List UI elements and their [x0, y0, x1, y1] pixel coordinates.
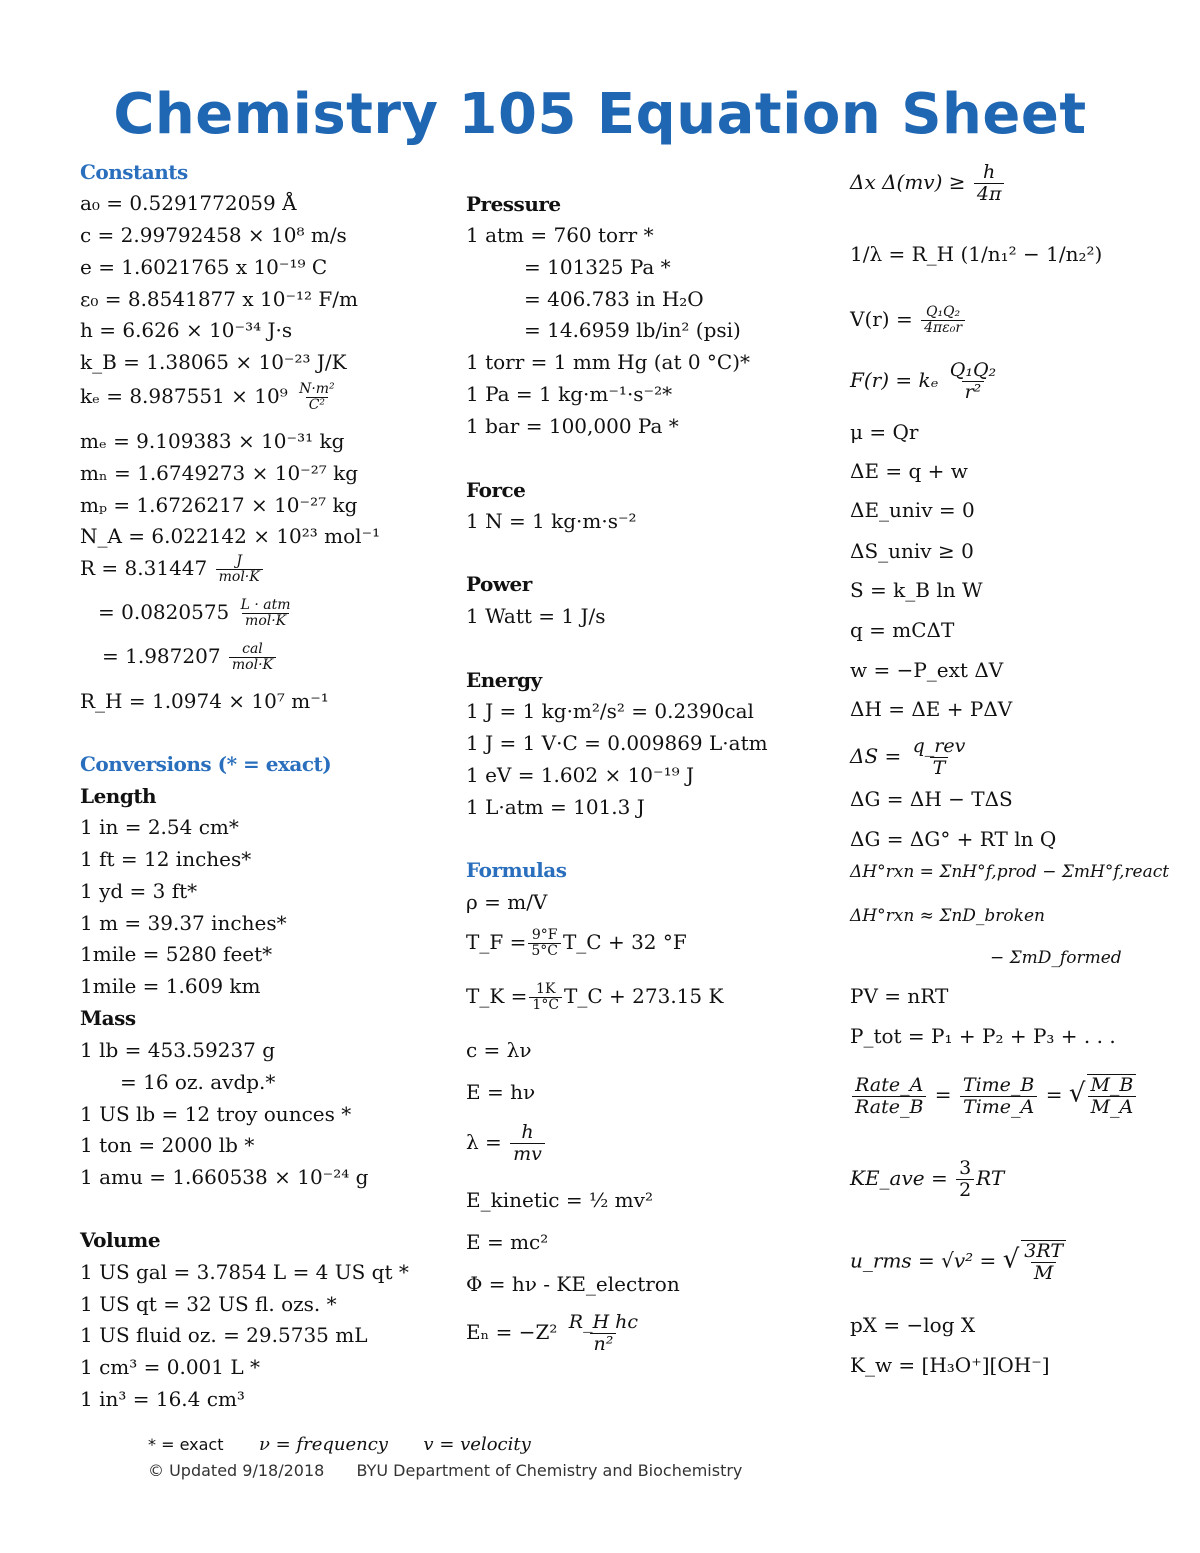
mass-item: 1 amu = 1.660538 × 10⁻²⁴ g — [80, 1165, 369, 1189]
fahrenheit-den: 5°C — [528, 943, 561, 959]
bohr-den: n² — [590, 1333, 616, 1355]
bohr-prefix: Eₙ = −Z² — [466, 1320, 558, 1344]
power-item: 1 Watt = 1 J/s — [466, 604, 606, 628]
potential-fraction — [921, 305, 965, 336]
graham-time-fraction — [960, 1075, 1037, 1118]
bohr-num: R_H hc — [568, 1311, 639, 1333]
formula-kinetic-avg — [850, 1158, 1004, 1201]
rms-num: 3RT — [1024, 1240, 1063, 1262]
const-r1 — [80, 554, 265, 585]
const-r3-prefix: = 1.987207 — [102, 644, 221, 668]
debroglie-num: h — [521, 1121, 534, 1143]
const-na: N_A = 6.022142 × 10²³ mol⁻¹ — [80, 524, 381, 548]
formula-work: w = −P_ext ΔV — [850, 658, 1004, 682]
conversions-heading: Conversions (* = exact) — [80, 752, 332, 776]
formula-suniv: ΔS_univ ≥ 0 — [850, 539, 974, 563]
graham-time-den: Time_A — [960, 1096, 1037, 1118]
const-r3-fraction — [229, 642, 276, 673]
force-heading: Force — [466, 478, 526, 502]
graham-mass-num: M_B — [1090, 1074, 1134, 1096]
uncertainty-prefix: Δx Δ(mv) ≥ — [850, 170, 966, 194]
pressure-item: = 406.783 in H₂O — [524, 287, 704, 311]
volume-item: 1 in³ = 16.4 cm³ — [80, 1387, 245, 1411]
const-r1-num: J — [236, 553, 242, 569]
formula-euniv: ΔE_univ = 0 — [850, 498, 975, 522]
constants-heading: Constants — [80, 160, 188, 184]
formula-graham: $\frac{\text{Rate\_A}}{\text{Rate\_B}}$ = $\frac{\text{Time\_B}}{\text{Time\_A}}$ = √ $\frac{M\_B}{M\_A}$ — [850, 1074, 1138, 1118]
rms-prefix: u_rms = √v² = — [850, 1248, 997, 1273]
debroglie-prefix: λ = — [466, 1130, 502, 1154]
graham-mass-fraction — [1087, 1074, 1136, 1118]
const-ke-den: C² — [306, 397, 328, 413]
mass-item: = 16 oz. avdp.* — [120, 1070, 276, 1094]
formula-photoelectric: Φ = hν - KE_electron — [466, 1272, 680, 1296]
formula-uncertainty — [850, 162, 1006, 205]
length-item: 1mile = 5280 feet* — [80, 942, 273, 966]
const-r1-den: mol·K — [216, 569, 263, 585]
fahrenheit-num: 9°F — [531, 927, 558, 943]
graham-rate-num: Rate_A — [855, 1073, 924, 1096]
potential-num: Q₁Q₂ — [925, 304, 961, 320]
energy-heading: Energy — [466, 668, 542, 692]
const-r1-fraction — [216, 554, 263, 585]
sqrt-icon: √ — [1002, 1244, 1020, 1275]
length-item: 1 ft = 12 inches* — [80, 847, 252, 871]
entropy-prefix: ΔS = — [850, 744, 902, 768]
graham-rate-fraction — [852, 1075, 926, 1118]
formula-heat: q = mCΔT — [850, 618, 955, 642]
rms-fraction — [1021, 1240, 1066, 1284]
const-me: mₑ = 9.109383 × 10⁻³¹ kg — [80, 429, 345, 453]
formula-kinetic: E_kinetic = ½ mv² — [466, 1188, 653, 1212]
uncertainty-fraction — [974, 162, 1005, 205]
sqrt-icon: √ — [1068, 1078, 1086, 1109]
fahrenheit-fraction — [528, 928, 561, 959]
formula-hess: ΔH°rxn = ΣnH°f,prod − ΣmH°f,react — [850, 862, 1170, 882]
length-item: 1 yd = 3 ft* — [80, 879, 198, 903]
const-e: e = 1.6021765 x 10⁻¹⁹ C — [80, 255, 328, 279]
force-den: r² — [962, 381, 985, 403]
ke-avg-prefix: KE_ave = — [850, 1166, 948, 1190]
formula-enthalpy: ΔH = ΔE + PΔV — [850, 697, 1013, 721]
pressure-item: = 14.6959 lb/in² (psi) — [524, 318, 741, 342]
mass-item: 1 US lb = 12 troy ounces * — [80, 1102, 352, 1126]
formula-photon-energy: E = hν — [466, 1080, 536, 1104]
pressure-item: 1 atm = 760 torr * — [466, 223, 654, 247]
graham-time-num: Time_B — [962, 1073, 1035, 1096]
potential-den: 4πε₀r — [921, 320, 965, 336]
volume-item: 1 cm³ = 0.001 L * — [80, 1355, 260, 1379]
const-ke-fraction — [296, 382, 338, 413]
footer-velocity: v = velocity — [423, 1434, 531, 1455]
formula-rms — [850, 1240, 1068, 1284]
const-r2-den: mol·K — [242, 613, 289, 629]
const-ke — [80, 382, 340, 413]
length-heading: Length — [80, 784, 157, 808]
kelvin-den: 1°C — [529, 997, 562, 1013]
volume-item: 1 US gal = 3.7854 L = 4 US qt * — [80, 1260, 409, 1284]
kelvin-prefix: T_K = — [466, 984, 528, 1008]
force-num: Q₁Q₂ — [949, 359, 997, 381]
bohr-fraction — [566, 1312, 641, 1355]
ke-avg-num: 3 — [959, 1157, 972, 1179]
formula-entropy — [850, 736, 970, 779]
ke-avg-den: 2 — [956, 1179, 974, 1201]
force-prefix: F(r) = kₑ — [850, 368, 939, 392]
entropy-num: q_rev — [912, 735, 966, 757]
const-r2-prefix: = 0.0820575 — [98, 600, 230, 624]
footer-department: BYU Department of Chemistry and Biochemistry — [356, 1461, 743, 1480]
graham-rate-den: Rate_B — [852, 1096, 926, 1118]
entropy-fraction — [910, 736, 969, 779]
formula-dipole: μ = Qr — [850, 420, 919, 444]
formula-gibbs-q: ΔG = ΔG° + RT ln Q — [850, 827, 1057, 851]
uncertainty-num: h — [983, 161, 996, 183]
formula-gibbs: ΔG = ΔH − TΔS — [850, 787, 1013, 811]
const-r1-prefix: R = 8.31447 — [80, 556, 208, 580]
length-item: 1mile = 1.609 km — [80, 974, 261, 998]
const-r3 — [102, 642, 278, 673]
kelvin-suffix: T_C + 273.15 K — [564, 984, 724, 1008]
formula-px: pX = −log X — [850, 1313, 976, 1337]
ke-avg-suffix: RT — [976, 1166, 1005, 1190]
rms-den: M — [1031, 1262, 1056, 1284]
volume-heading: Volume — [80, 1228, 161, 1252]
energy-item: 1 J = 1 V·C = 0.009869 L·atm — [466, 731, 768, 755]
length-item: 1 m = 39.37 inches* — [80, 911, 287, 935]
formula-coulomb-potential — [850, 305, 967, 336]
const-r2-fraction — [238, 598, 294, 629]
formula-fahrenheit — [466, 928, 687, 959]
formula-first-law: ΔE = q + w — [850, 459, 968, 483]
const-mp: mₚ = 1.6726217 × 10⁻²⁷ kg — [80, 493, 358, 517]
kelvin-fraction — [529, 982, 562, 1013]
const-r2-num: L · atm — [240, 597, 291, 613]
formula-bohr — [466, 1312, 643, 1355]
power-heading: Power — [466, 572, 532, 596]
uncertainty-den: 4π — [974, 183, 1005, 205]
const-r3-num: cal — [242, 641, 263, 657]
formula-coulomb-force — [850, 360, 1001, 403]
formulas-heading: Formulas — [466, 858, 567, 882]
fahrenheit-prefix: T_F = — [466, 930, 527, 954]
kelvin-num: 1K — [536, 981, 556, 997]
formula-dalton: P_tot = P₁ + P₂ + P₃ + . . . — [850, 1024, 1116, 1048]
potential-prefix: V(r) = — [850, 307, 913, 331]
footer-credits — [148, 1461, 742, 1480]
const-ke-num: N·m² — [299, 381, 335, 397]
formula-density: ρ = m/V — [466, 890, 548, 914]
pressure-item: = 101325 Pa * — [524, 255, 671, 279]
footer-exact: * = exact — [148, 1435, 224, 1454]
formula-kelvin — [466, 982, 723, 1013]
footer-updated: © Updated 9/18/2018 — [148, 1461, 325, 1480]
ke-avg-fraction — [956, 1158, 974, 1201]
energy-item: 1 J = 1 kg·m²/s² = 0.2390cal — [466, 699, 754, 723]
formula-bond-enthalpy-cont: − ΣmD_formed — [990, 948, 1122, 968]
length-item: 1 in = 2.54 cm* — [80, 815, 239, 839]
formula-bond-enthalpy: ΔH°rxn ≈ ΣnD_broken — [850, 906, 1045, 926]
formula-ideal-gas: PV = nRT — [850, 984, 949, 1008]
const-c: c = 2.99792458 × 10⁸ m/s — [80, 223, 347, 247]
const-r3-den: mol·K — [229, 657, 276, 673]
energy-item: 1 eV = 1.602 × 10⁻¹⁹ J — [466, 763, 694, 787]
fahrenheit-suffix: T_C + 32 °F — [562, 930, 687, 954]
force-fraction — [947, 360, 999, 403]
pressure-item: 1 Pa = 1 kg·m⁻¹·s⁻²* — [466, 382, 673, 406]
const-ke-prefix: kₑ = 8.987551 × 10⁹ — [80, 384, 288, 408]
pressure-heading: Pressure — [466, 192, 561, 216]
formula-boltzmann: S = k_B ln W — [850, 578, 983, 602]
page-title: Chemistry 105 Equation Sheet — [113, 82, 1087, 147]
mass-item: 1 ton = 2000 lb * — [80, 1133, 255, 1157]
const-h: h = 6.626 × 10⁻³⁴ J·s — [80, 318, 293, 342]
formula-kw: K_w = [H₃O⁺][OH⁻] — [850, 1353, 1050, 1377]
force-item: 1 N = 1 kg·m·s⁻² — [466, 509, 637, 533]
mass-item: 1 lb = 453.59237 g — [80, 1038, 276, 1062]
formula-debroglie — [466, 1122, 547, 1165]
const-mn: mₙ = 1.6749273 × 10⁻²⁷ kg — [80, 461, 359, 485]
formula-mass-energy: E = mc² — [466, 1230, 549, 1254]
debroglie-fraction — [510, 1122, 545, 1165]
debroglie-den: mv — [510, 1143, 545, 1165]
footer-legend — [148, 1434, 531, 1455]
footer-frequency: ν = frequency — [258, 1434, 388, 1455]
pressure-item: 1 torr = 1 mm Hg (at 0 °C)* — [466, 350, 751, 374]
pressure-item: 1 bar = 100,000 Pa * — [466, 414, 679, 438]
entropy-den: T — [930, 757, 949, 779]
const-r2 — [98, 598, 296, 629]
formula-wave-speed: c = λν — [466, 1038, 532, 1062]
volume-item: 1 US qt = 32 US fl. ozs. * — [80, 1292, 337, 1316]
const-rh: R_H = 1.0974 × 10⁷ m⁻¹ — [80, 689, 329, 713]
volume-item: 1 US fluid oz. = 29.5735 mL — [80, 1323, 368, 1347]
const-eps0: ε₀ = 8.8541877 x 10⁻¹² F/m — [80, 287, 358, 311]
mass-heading: Mass — [80, 1006, 136, 1030]
formula-rydberg: 1/λ = R_H (1/n₁² − 1/n₂²) — [850, 242, 1103, 266]
const-a0: a₀ = 0.5291772059 Å — [80, 191, 297, 215]
graham-mass-den: M_A — [1088, 1096, 1137, 1118]
energy-item: 1 L·atm = 101.3 J — [466, 795, 645, 819]
const-kb: k_B = 1.38065 × 10⁻²³ J/K — [80, 350, 347, 374]
